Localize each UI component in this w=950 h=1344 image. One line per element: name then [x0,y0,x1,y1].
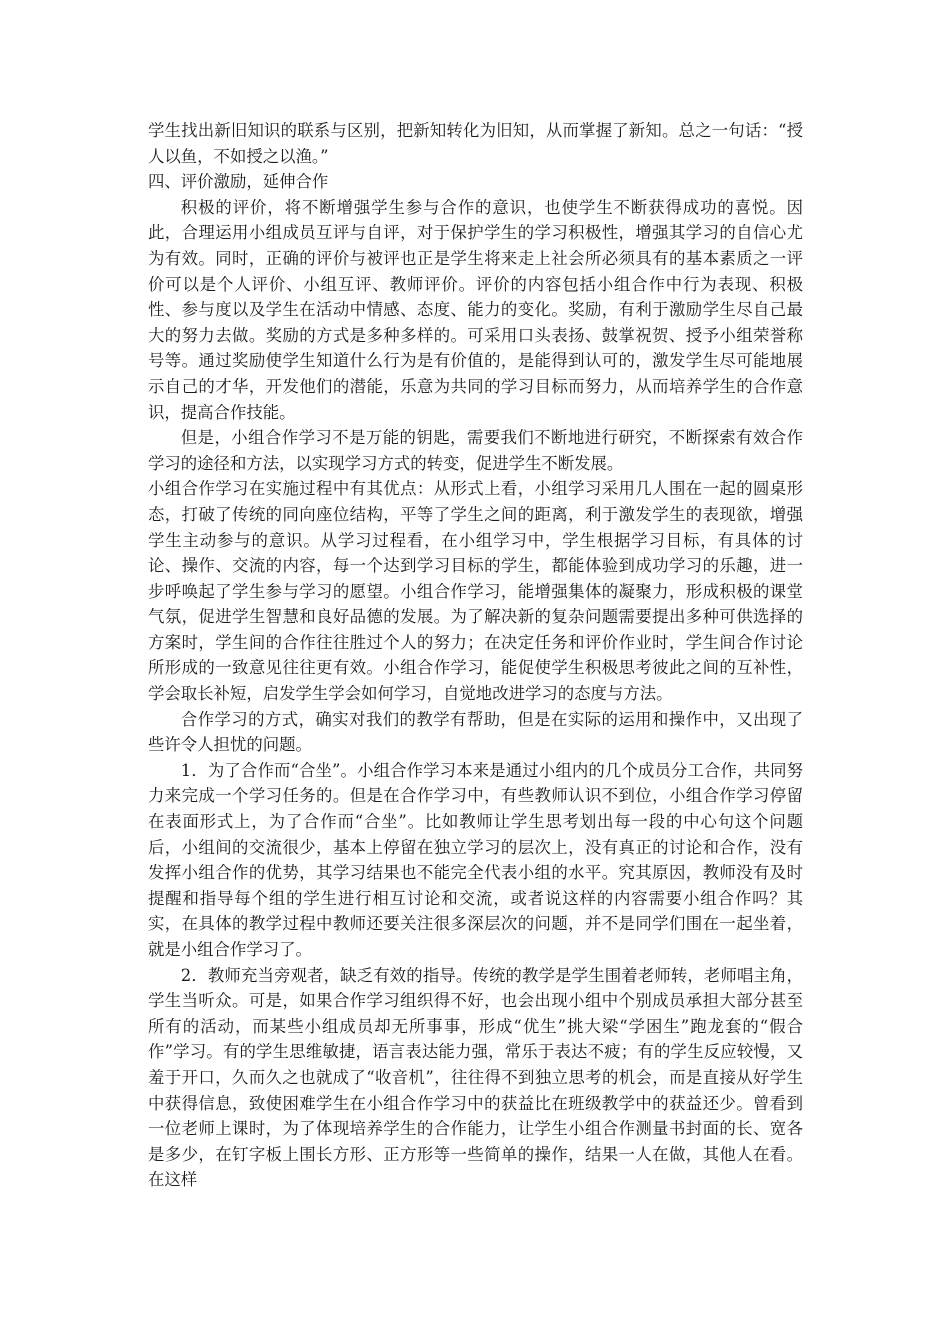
paragraph-evaluation: 积极的评价，将不断增强学生参与合作的意识，也使学生不断获得成功的喜悦。因此，合理运用小组成员互评与自评，对于保护学生的学习积极性，增强其学习的自信心尤为有效。同时，正确的评价与被评也正是学生将来走上社会所必须具有的基本素质之一评价可以是个人评价、小组互评、教师评价。评价的内容包括小组合作中行为表现、积极性、参与度以及学生在活动中情感、态度、能力的变化。奖励，有利于激励学生尽自己最大的努力去做。奖励的方式是多种多样的。可采用口头表扬、鼓掌祝贺、授予小组荣誉称号等。通过奖励使学生知道什么行为是有价值的，是能得到认可的，激发学生尽可能地展示自己的才华，开发他们的潜能，乐意为共同的学习目标而努力，从而培养学生的合作意识，提高合作技能。 [148,197,803,422]
paragraph-problem-1: 1．为了合作而“合坐”。小组合作学习本来是通过小组内的几个成员分工合作，共同努力来完成一个学习任务的。但是在合作学习中，有些教师认识不到位，小组合作学习停留在表面形式上，为了合作而“合坐”。比如教师让学生思考划出每一段的中心句这个问题后，小组间的交流很少，基本上停留在独立学习的层次上，没有真正的讨论和合作，没有发挥小组合作的优势，其学习结果也不能完全代表小组的水平。究其原因，教师没有及时提醒和指导每个组的学生进行相互讨论和交流，或者说这样的内容需要小组合作吗？其实，在具体的教学过程中教师还要关注很多深层次的问题，并不是同学们围在一起坐着，就是小组合作学习了。 [148,760,803,959]
document-page [148,118,803,1193]
section-heading-evaluation: 四、评价激励，延伸合作 [148,172,329,192]
paragraph-advantages: 小组合作学习在实施过程中有其优点：从形式上看，小组学习采用几人围在一起的圆桌形态，打破了传统的同向座位结构，平等了学生之间的距离，利于激发学生的表现欲，增强学生主动参与的意识。从学习过程看，在小组学习中，学生根据学习目标，有具体的讨论、操作、交流的内容，每一个达到学习目标的学生，都能体验到成功学习的乐趣，进一步呼唤起了学生参与学习的愿望。小组合作学习，能增强集体的凝聚力，形成积极的课堂气氛，促进学生智慧和良好品德的发展。为了解决新的复杂问题需要提出多种可供选择的方案时，学生间的合作往往胜过个人的努力；在决定任务和评价作业时，学生间合作讨论所形成的一致意见往往更有效。小组合作学习，能促使学生积极思考彼此之间的互补性，学会取长补短，启发学生学会如何学习，自觉地改进学习的态度与方法。 [148,479,803,704]
paragraph-intro-continued: 学生找出新旧知识的联系与区别，把新知转化为旧知，从而掌握了新知。总之一句话：“授人以鱼，不如授之以渔。” [148,121,803,166]
paragraph-problem-2: 2．教师充当旁观者，缺乏有效的指导。传统的教学是学生围着老师转，老师唱主角，学生当听众。可是，如果合作学习组织得不好，也会出现小组中个别成员承担大部分甚至所有的活动，而某些小组成员却无所事事，形成“优生”挑大梁“学困生”跑龙套的“假合作”学习。有的学生思维敏捷，语言表达能力强，常乐于表达不疲；有的学生反应较慢，又羞于开口，久而久之也就成了“收音机”，往往得不到独立思考的机会，而是直接从好学生中获得信息，致使困难学生在小组合作学习中的获益比在班级教学中的获益还少。曾看到一位老师上课时，为了体现培养学生的合作能力，让学生小组合作测量书封面的长、宽各是多少，在钉字板上围长方形、正方形等一些简单的操作，结果一人在做，其他人在看。在这样 [148,965,803,1190]
paragraph-however: 但是，小组合作学习不是万能的钥匙，需要我们不断地进行研究，不断探索有效合作学习的途径和方法，以实现学习方式的转变，促进学生不断发展。 [148,428,803,473]
paragraph-problems-intro: 合作学习的方式，确实对我们的教学有帮助，但是在实际的运用和操作中，又出现了些许令人担忧的问题。 [148,709,803,755]
